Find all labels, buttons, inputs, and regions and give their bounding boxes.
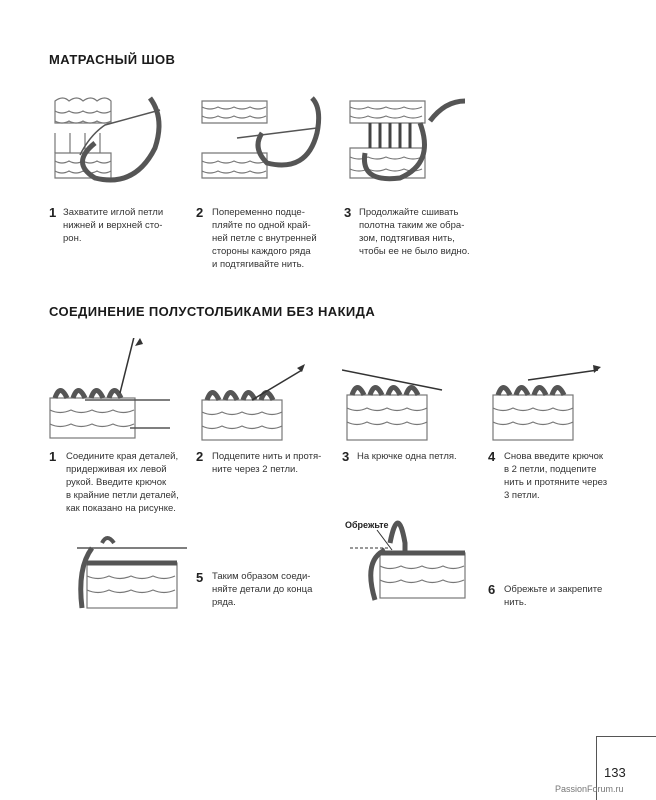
illustration-join-step-4 (488, 360, 608, 445)
illustration-mattress-step-2 (197, 93, 322, 198)
step-text: На крючке одна петля. (357, 451, 457, 462)
illustration-mattress-step-1 (50, 93, 170, 198)
step-number: 1 (49, 449, 57, 464)
step-text: Захватите иглой петли нижней и верхней сто- рон. (63, 207, 164, 244)
step-number: 3 (342, 449, 350, 464)
cut-label: Обрежьте (345, 520, 389, 530)
step-number: 3 (344, 205, 352, 220)
illustration-join-step-2 (197, 360, 307, 445)
step-number: 6 (488, 582, 496, 597)
step-text: Соедините края деталей, придерживая их левой рукой. Введите крючок в крайние петли деталей, как показано на рисунке. (66, 451, 179, 514)
step-text: Подцепите нить и протя- ните через 2 петли. (212, 451, 322, 475)
watermark: PassionForum.ru (555, 784, 624, 794)
section-title-slip-stitch-join: СОЕДИНЕНИЕ ПОЛУСТОЛБИКАМИ БЕЗ НАКИДА (49, 304, 376, 319)
step-number: 1 (49, 205, 57, 220)
step-number: 2 (196, 449, 204, 464)
step-number: 4 (488, 449, 496, 464)
step-text: Снова введите крючок в 2 петли, подцепите нить и протяните через 3 петли. (504, 451, 608, 501)
illustration-mattress-step-3 (345, 93, 470, 198)
step-text: Продолжайте сшивать полотна таким же обра- зом, подтягивая нить, чтобы ее не было видно. (359, 207, 470, 257)
page-rule (596, 736, 656, 737)
illustration-join-step-1 (45, 338, 180, 443)
illustration-join-step-3 (342, 360, 452, 445)
step-number: 5 (196, 570, 204, 585)
step-number: 2 (196, 205, 204, 220)
step-text: Попеременно подце- пляйте по одной край- ней петле с внутренней стороны каждого ряда и подтягивайте нить. (212, 207, 317, 270)
section-title-mattress-seam: МАТРАСНЫЙ ШОВ (49, 52, 176, 67)
step-text: Обрежьте и закрепите нить. (504, 584, 603, 608)
step-text: Таким образом соеди- няйте детали до конца ряда. (212, 571, 313, 608)
illustration-join-step-6 (335, 508, 475, 613)
page-number: 133 (604, 765, 626, 780)
illustration-join-step-5 (67, 518, 197, 613)
